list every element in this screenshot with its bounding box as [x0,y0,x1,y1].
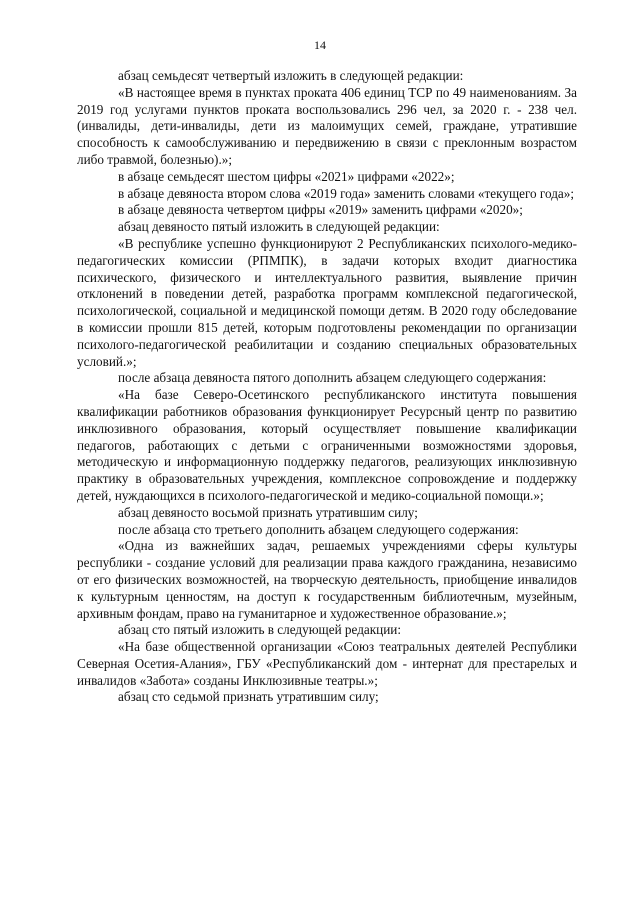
paragraph-15: абзац сто седьмой признать утратившим силу; [118,689,379,705]
paragraph-1: абзац семьдесят четвертый изложить в следующей редакции: [118,68,464,83]
page-number: 14 [314,38,326,52]
paragraph-14: «На базе общественной организации «Союз театральных деятелей Республики Северная Осетия-Алания», ГБУ «Республиканский дом - интернат для престарелых и инвалидов «Забота» созданы Инклюзивные театры.»; [77,639,577,688]
paragraph-2: «В настоящее время в пунктах проката 406 единиц ТСР по 49 наименованиям. За 2019 год услугами пунктов проката воспользовались 296 чел, за 2020 г. - 238 чел. (инвалиды, дети-инвалиды, дети из малоимущих семей, граждане, утратившие способность к самообслуживанию и передвижению в связи с преклонным возрастом либо травмой, болезнью).»; [77,84,577,167]
paragraph-6: абзац девяносто пятый изложить в следующей редакции: [118,219,440,235]
paragraph-9: «На базе Северо-Осетинского республиканского института повышения квалификации работников образования функционирует Ресурсный центр по развитию инклюзивного образования, который осуществляет повышение квалификации педагогов, работающих с детьми с ограниченными возможностями здоровья, методическую и информационную поддержку педагогов, реализующих инклюзивную практику в образовательных учреждения, комплексное сопровождение и поддержку детей, нуждающихся в психолого-педагогической и медико-социальной помощи.»; [77,387,577,503]
paragraph-8: после абзаца девяноста пятого дополнить абзацем следующего содержания: [118,370,547,386]
paragraph-7: «В республике успешно функционируют 2 Республиканских психолого-медико-педагогических комиссии (РПМПК), в задачи которых входит диагностика психического, физического и интеллектуального развития, выявление причин отклонений в поведении детей, разработка программ комплексной педагогической, психологической, социальной и медицинской помощи детям. В 2020 году обследование в комиссии прошли 815 детей, которым подготовлены рекомендации по организации психолого-педагогической реабилитации и созданию специальных образовательных условий.»; [77,235,577,369]
paragraph-10: абзац девяносто восьмой признать утратившим силу; [118,504,418,520]
paragraph-5: в абзаце девяноста четвертом цифры «2019» заменить цифрами «2020»; [118,202,523,218]
paragraph-12: «Одна из важнейших задач, решаемых учреждениями сферы культуры республики - создание условий для реализации права каждого гражданина, независимо от его физических возможностей, на творческую деятельность, приобщение инвалидов к культурным ценностям, на доступ к государственным библиотечным, музейным, архивным фондам, право на гуманитарное и художественное образование.»; [77,538,577,621]
paragraph-11: после абзаца сто третьего дополнить абзацем следующего содержания: [118,521,519,537]
document-body [77,68,577,706]
paragraph-3: в абзаце семьдесят шестом цифры «2021» цифрами «2022»; [118,168,455,184]
paragraph-4: в абзаце девяноста втором слова «2019 года» заменить словами «текущего года»; [118,185,575,201]
paragraph-13: абзац сто пятый изложить в следующей редакции: [118,622,402,638]
